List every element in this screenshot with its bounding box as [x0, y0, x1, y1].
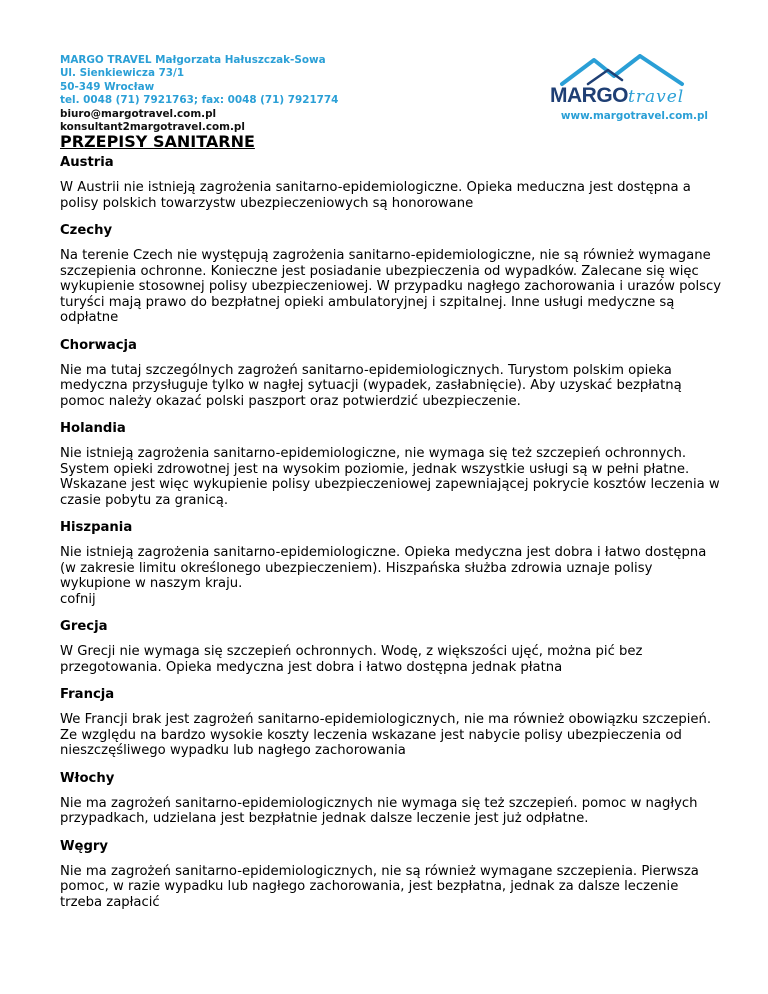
- section-title: Włochy: [60, 770, 115, 786]
- section-line: Wskazane jest więc wykupienie polisy ubezpieczeniowej zapewniającej pokrycie kosztów leczenia w: [60, 477, 720, 492]
- section-title: Francja: [60, 687, 115, 702]
- section-title: Chorwacja: [60, 337, 137, 353]
- section: [60, 155, 720, 211]
- page-title: PRZEPISY SANITARNE: [60, 132, 255, 151]
- section-title: Węgry: [60, 838, 109, 854]
- section-line: Nie ma zagrożeń sanitarno-epidemiologicznych, nie są również wymagane szczepienia. Pierwsza: [60, 863, 699, 879]
- section-line: Na terenie Czech nie występują zagrożenia sanitarno-epidemiologiczne, nie są również wymagane: [60, 248, 711, 263]
- website-link[interactable]: www.margotravel.com.pl: [560, 110, 708, 122]
- section-line: nieszczęśliwego wypadku lub nagłego zachorowania: [60, 743, 406, 758]
- section: [60, 687, 720, 759]
- section-body: [60, 446, 720, 508]
- section-line: pomoc, w razie wypadku lub nagłego zachorowania, jest bezpłatna, jednak za dalsze leczenie: [60, 879, 679, 894]
- section-title: Czechy: [60, 223, 113, 238]
- section-title: Grecja: [60, 619, 108, 634]
- section-line: wykupienie stosownej polisy ubezpieczeniowej. W przypadku nagłego zachorowania i urazów polscy: [60, 279, 722, 294]
- section-title: Austria: [60, 155, 114, 170]
- section-line: cofnij: [60, 591, 96, 607]
- section-line: polisy polskich towarzystw ubezpieczeniowych są honorowane: [60, 195, 474, 211]
- logo-wordmark: [550, 84, 684, 108]
- section: [60, 839, 720, 911]
- section-line: Nie ma tutaj szczególnych zagrożeń sanitarno-epidemiologicznych. Turystom polskim opieka: [60, 362, 672, 378]
- section: [60, 520, 720, 607]
- section: [60, 421, 720, 508]
- section-body: [60, 796, 720, 827]
- section-body: [60, 363, 720, 410]
- section-line: (w zakresie limitu określonego ubezpieczeniem). Hiszpańska służba zdrowia uznaje polisy: [60, 560, 653, 576]
- section-title: Hiszpania: [60, 520, 133, 535]
- section-line: Nie istnieją zagrożenia sanitarno-epidemiologiczne, nie wymaga się też szczepień ochronnych.: [60, 446, 687, 461]
- letterhead: [60, 54, 708, 134]
- contact-block: [60, 54, 338, 134]
- section-body: [60, 545, 720, 607]
- section-body: [60, 180, 720, 211]
- section-line: turyści mają prawo do bezpłatnej opieki ambulatoryjnej i szpitalnej. Inne usługi medyczne są: [60, 294, 675, 310]
- section-line: szczepienia ochronne. Konieczne jest posiadanie ubezpieczenia od wypadków. Zalecane się więc: [60, 263, 699, 279]
- section: [60, 619, 720, 675]
- margo-travel-logo: [528, 54, 708, 126]
- section-body: [60, 248, 720, 326]
- section-line: W Austrii nie istnieją zagrożenia sanitarno-epidemiologiczne. Opieka meduczna jest dostępna a: [60, 180, 691, 195]
- section-body: [60, 644, 720, 675]
- email-consultant: konsultant2margotravel.com.pl: [60, 121, 245, 134]
- phone-fax: tel. 0048 (71) 7921763; fax: 0048 (71) 7921774: [60, 94, 339, 107]
- section-line: przypadkach, udzielana jest bezpłatnie jednak dalsze leczenie jest już odpłatne.: [60, 811, 589, 826]
- postal-city: 50-349 Wrocław: [60, 80, 155, 93]
- section: [60, 223, 720, 326]
- section-line: We Francji brak jest zagrożeń sanitarno-epidemiologicznych, nie ma również obowiązku szczepień.: [60, 712, 712, 727]
- section-body: [60, 712, 720, 759]
- logo-travel-text: travel: [628, 87, 685, 107]
- section-line: W Grecji nie wymaga się szczepień ochronnych. Wodę, z większości ujęć, można pić bez: [60, 644, 643, 659]
- logo-margo-text: MARGO: [550, 84, 628, 107]
- section: [60, 338, 720, 410]
- section-body: [60, 864, 720, 911]
- mountains-logo-icon: [558, 54, 688, 88]
- section: [60, 771, 720, 827]
- section-line: trzeba zapłacić: [60, 894, 160, 910]
- email-office: biuro@margotravel.com.pl: [60, 107, 217, 120]
- street-address: Ul. Sienkiewicza 73/1: [60, 67, 185, 80]
- section-title: Holandia: [60, 421, 126, 436]
- company-name: MARGO TRAVEL Małgorzata Hałuszczak-Sowa: [60, 54, 326, 66]
- section-line: pomoc należy okazać polski paszport oraz potwierdzić ubezpieczenie.: [60, 393, 521, 409]
- section-line: wykupione w naszym kraju.: [60, 576, 243, 591]
- sections-list: [60, 155, 720, 922]
- section-line: Nie ma zagrożeń sanitarno-epidemiologicznych nie wymaga się też szczepień. pomoc w nagłych: [60, 795, 698, 811]
- section-line: Ze względu na bardzo wysokie koszty leczenia wskazane jest nabycie polisy ubezpieczenia od: [60, 727, 682, 743]
- section-line: czasie pobytu za granicą.: [60, 492, 229, 508]
- section-line: odpłatne: [60, 310, 119, 325]
- section-line: medyczna przysługuje tylko w nagłej sytuacji (wypadek, zasłabnięcie). Aby uzyskać bezpłatną: [60, 378, 682, 393]
- section-line: Nie istnieją zagrożenia sanitarno-epidemiologiczne. Opieka medyczna jest dobra i łatwo dostępna: [60, 545, 707, 560]
- section-line: przegotowania. Opieka medyczna jest dobra i łatwo dostępna jednak płatna: [60, 659, 563, 675]
- section-line: System opieki zdrowotnej jest na wysokim poziomie, jednak wszystkie usługi są w pełni płatne.: [60, 461, 690, 477]
